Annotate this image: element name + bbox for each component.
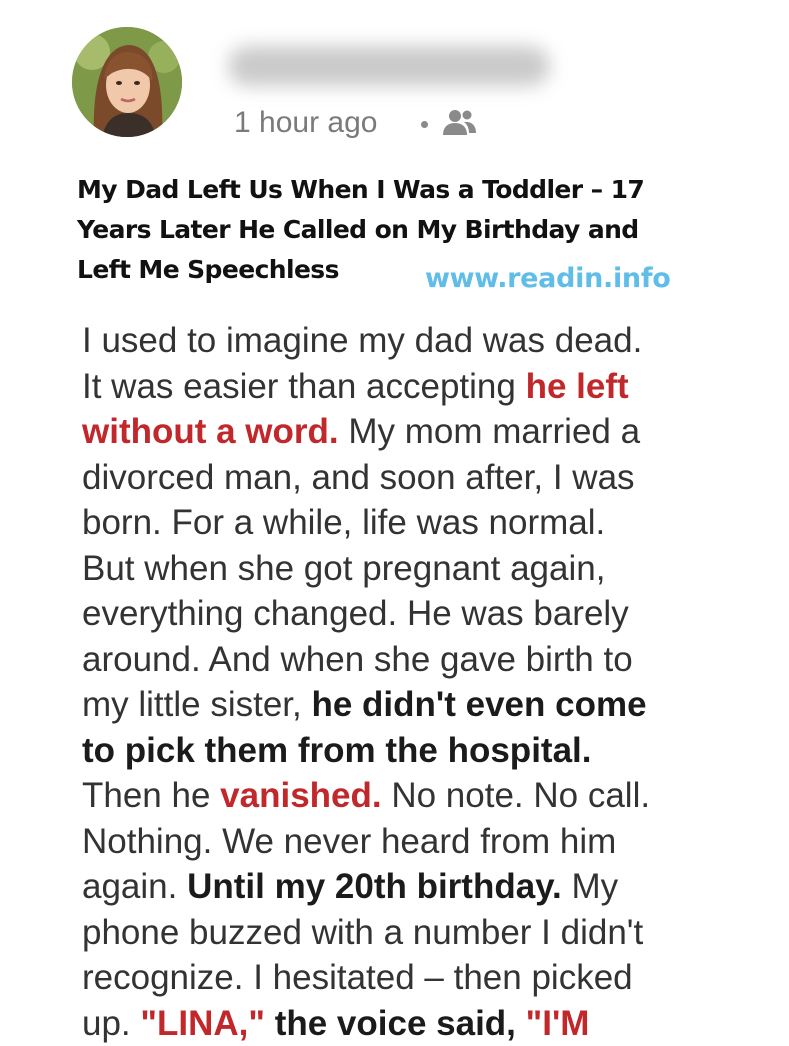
story-text: again. <box>82 867 187 906</box>
story-line <box>82 455 722 501</box>
highlight-text: he left <box>526 367 629 406</box>
story-line <box>82 1001 722 1046</box>
story-line <box>82 591 722 637</box>
story-text: Nothing. We never heard from him <box>82 822 616 861</box>
bold-text: Until my 20th birthday. <box>187 867 562 906</box>
friends-icon[interactable] <box>442 107 478 137</box>
story-line <box>82 364 722 410</box>
story-text: born. For a while, life was normal. <box>82 503 605 542</box>
story-text: No note. No call. <box>382 776 650 815</box>
story-text: phone buzzed with a number I didn't <box>82 913 643 952</box>
title-line: Left Me Speechless <box>77 250 727 290</box>
story-line <box>82 546 722 592</box>
story-text: It was easier than accepting <box>82 367 526 406</box>
title-line: Years Later He Called on My Birthday and <box>77 210 727 250</box>
story-text: My <box>562 867 618 906</box>
story-text: But when she got pregnant again, <box>82 549 605 588</box>
story-line <box>82 955 722 1001</box>
story-line <box>82 637 722 683</box>
story-line <box>82 910 722 956</box>
story-text: recognize. I hesitated – then picked <box>82 958 633 997</box>
highlight-text: "LINA," <box>140 1004 265 1043</box>
bold-text: the voice said, <box>265 1004 526 1043</box>
bold-text: he didn't even come <box>311 685 646 724</box>
story-line <box>82 728 722 774</box>
title-line: My Dad Left Us When I Was a Toddler – 17 <box>77 170 727 210</box>
story-line <box>82 819 722 865</box>
story-body <box>82 318 722 1046</box>
highlight-text: "I'M <box>526 1004 590 1043</box>
story-line <box>82 318 722 364</box>
story-text: Then he <box>82 776 220 815</box>
story-line <box>82 409 722 455</box>
story-text: my little sister, <box>82 685 311 724</box>
watermark-url: www.readin.info <box>425 263 671 294</box>
highlight-text: without a word. <box>82 412 339 451</box>
story-text: I used to imagine my dad was dead. <box>82 321 642 360</box>
separator-dot <box>421 121 428 128</box>
highlight-text: vanished. <box>220 776 381 815</box>
avatar-photo <box>72 27 182 137</box>
story-line <box>82 773 722 819</box>
story-text: My mom married a <box>339 412 640 451</box>
story-line <box>82 864 722 910</box>
story-text: divorced man, and soon after, I was <box>82 458 635 497</box>
post-timestamp[interactable]: 1 hour ago <box>234 104 377 142</box>
story-text: everything changed. He was barely <box>82 594 629 633</box>
author-name-blurred[interactable] <box>228 46 550 86</box>
author-avatar[interactable] <box>72 27 182 137</box>
story-line <box>82 682 722 728</box>
story-line <box>82 500 722 546</box>
story-text: around. And when she gave birth to <box>82 640 633 679</box>
story-text: up. <box>82 1004 140 1043</box>
bold-text: to pick them from the hospital. <box>82 731 591 770</box>
author-name <box>228 46 356 63</box>
